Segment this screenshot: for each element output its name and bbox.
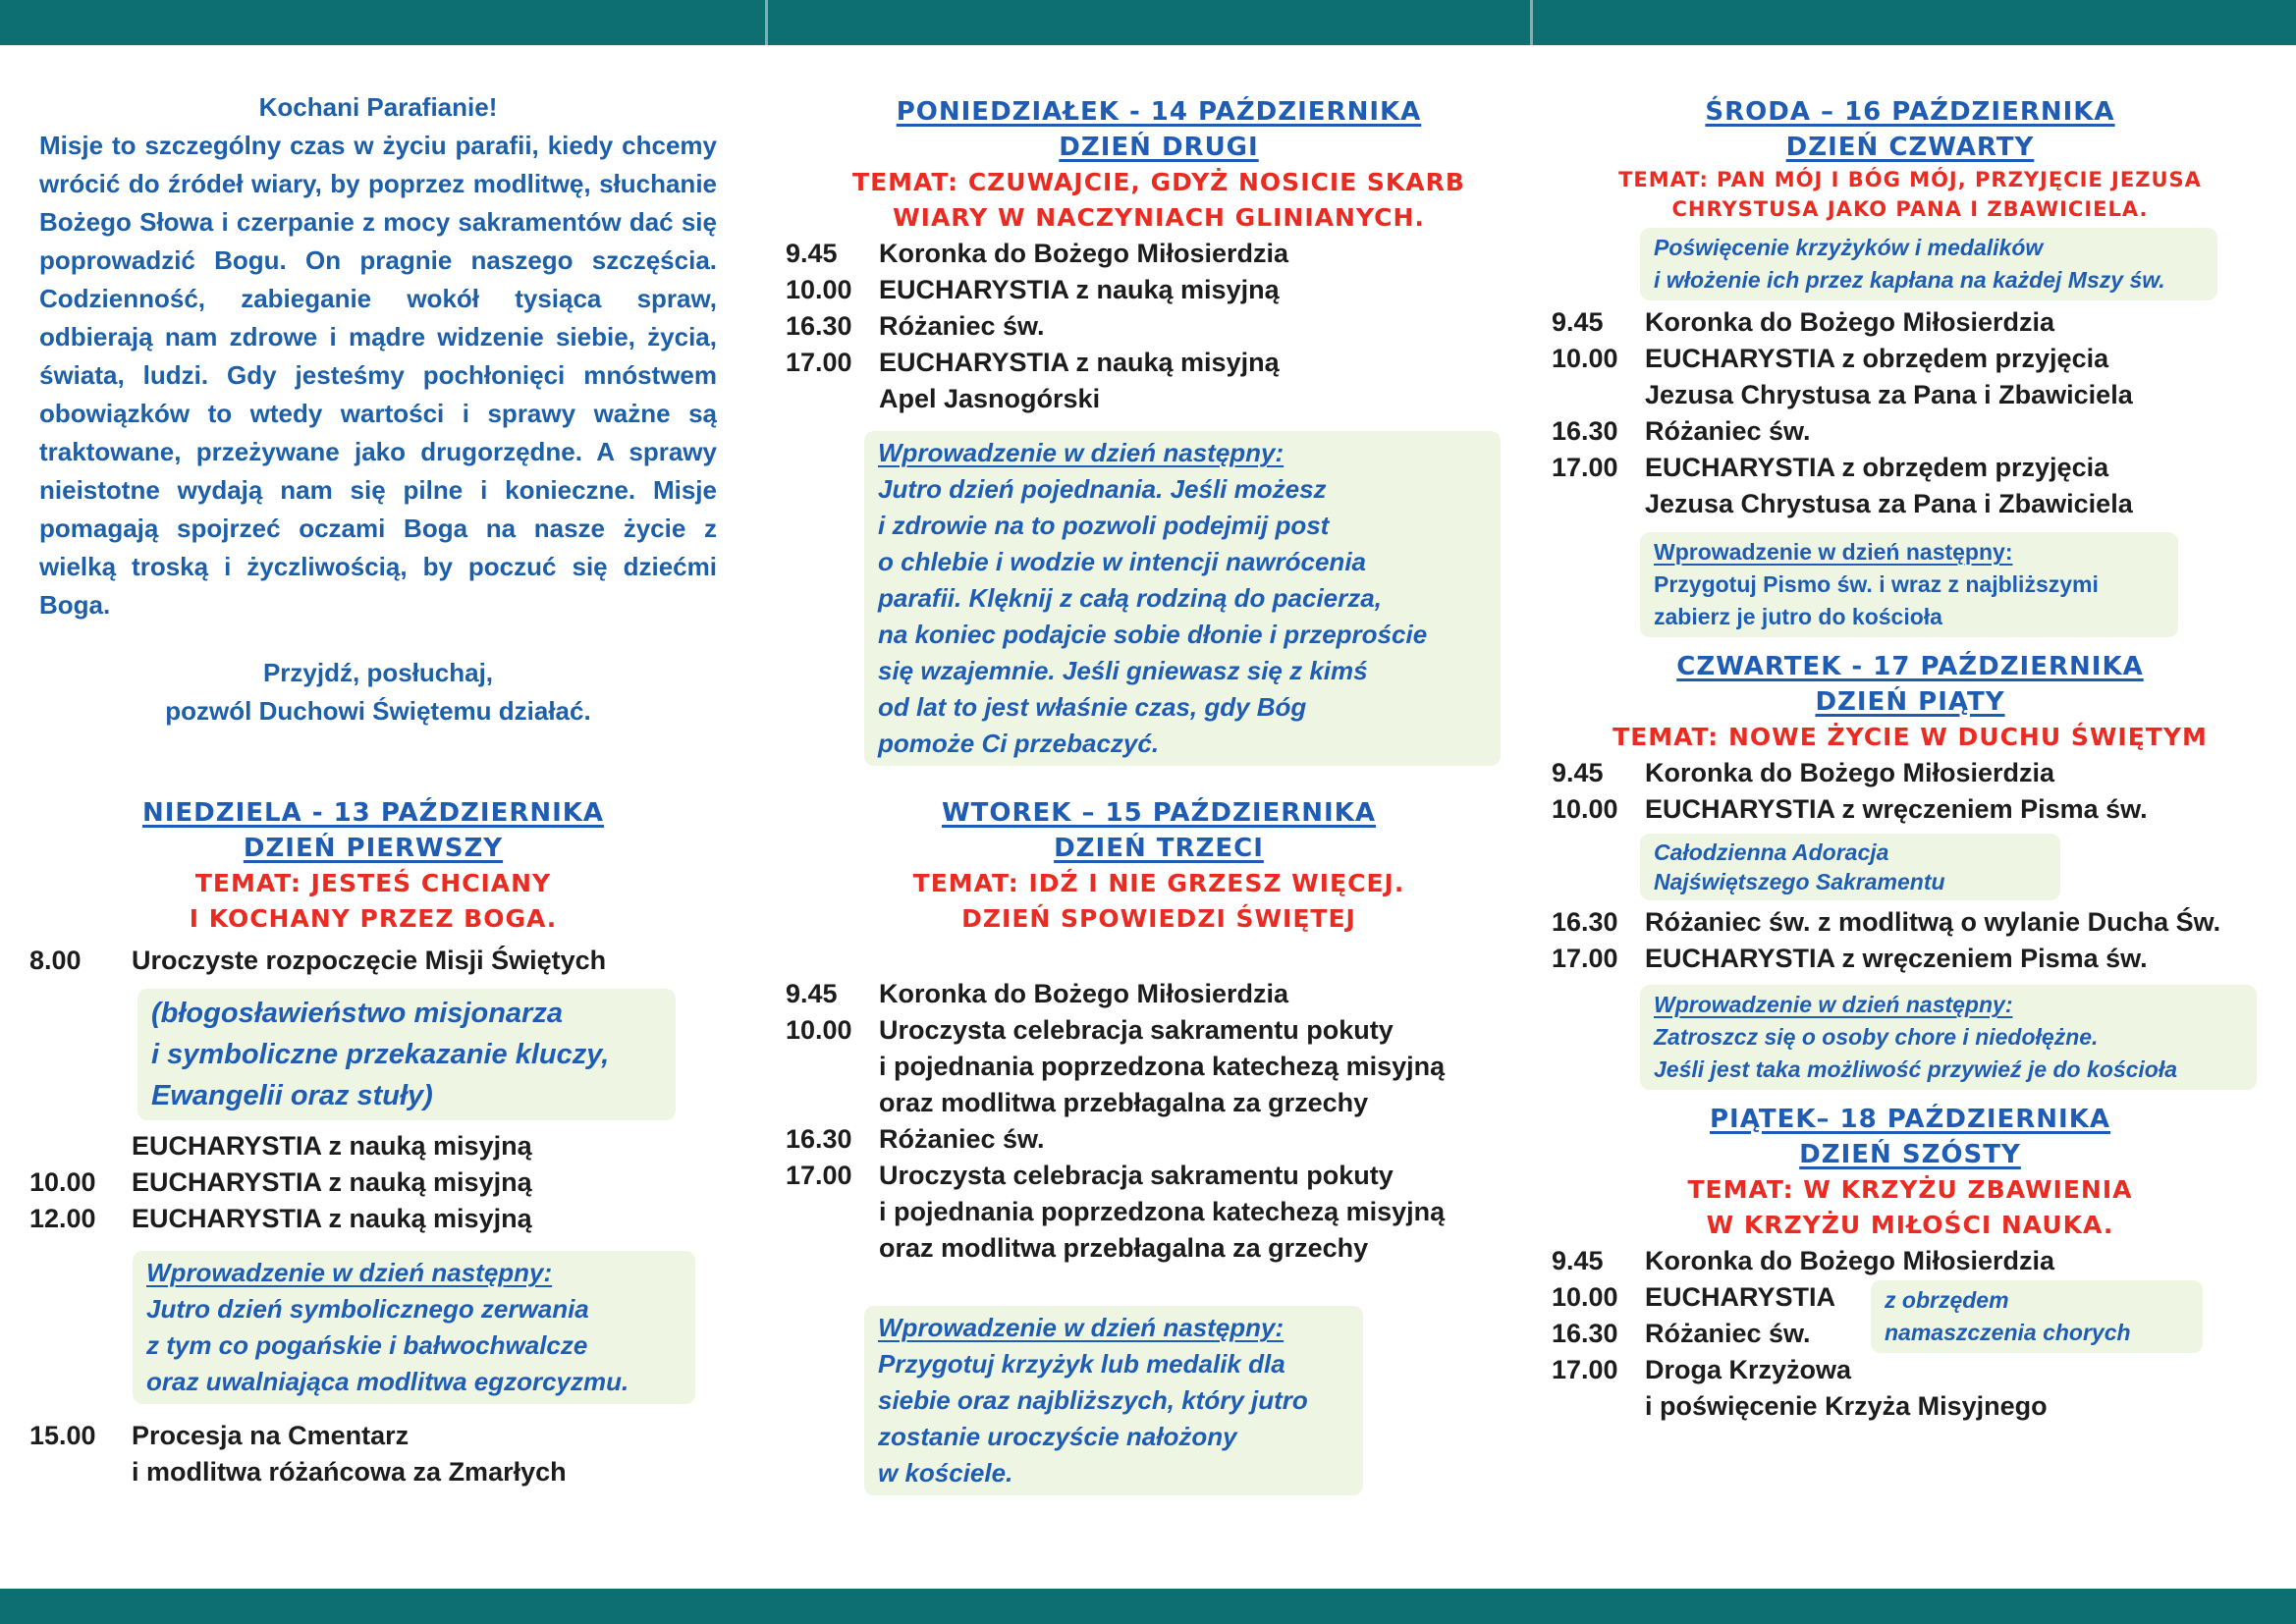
friday-topic: TEMAT: W KRZYŻU ZBAWIENIA bbox=[1687, 1175, 2133, 1204]
schedule-row bbox=[29, 1164, 717, 1201]
note-line: Ewangelii oraz stuły) bbox=[151, 1080, 433, 1111]
schedule-row bbox=[786, 381, 1532, 417]
schedule-desc: Różaniec św. bbox=[879, 311, 1045, 341]
intro-closing-line: pozwól Duchowi Świętemu działać. bbox=[165, 696, 591, 726]
thursday-topic: TEMAT: NOWE ŻYCIE W DUCHU ŚWIĘTYM bbox=[1613, 723, 2208, 751]
schedule-desc: EUCHARYSTIA z nauką misyjną bbox=[132, 1167, 532, 1197]
schedule-row bbox=[29, 1128, 717, 1164]
fold-line bbox=[1530, 0, 1533, 45]
intro-closing bbox=[39, 654, 717, 731]
schedule-time: 16.30 bbox=[786, 311, 852, 341]
schedule-desc: Różaniec św. bbox=[1645, 1319, 1811, 1348]
schedule-row bbox=[786, 345, 1532, 381]
schedule-desc: Koronka do Bożego Miłosierdzia bbox=[1645, 1246, 2055, 1275]
schedule-desc: Procesja na Cmentarz bbox=[132, 1421, 410, 1450]
note-line: Jeśli jest taka możliwość przywieź je do kościoła bbox=[1654, 1056, 2178, 1082]
schedule-row bbox=[1552, 1243, 2269, 1279]
schedule-time: 9.45 bbox=[1552, 758, 1604, 787]
thursday-section bbox=[1552, 649, 2269, 1090]
note-heading: Wprowadzenie w dzień następny: bbox=[146, 1258, 553, 1287]
schedule-desc: Droga Krzyżowa i poświęcenie Krzyża Misyjnego bbox=[1645, 1355, 2048, 1421]
schedule-desc: i modlitwa różańcowa za Zmarłych bbox=[132, 1457, 567, 1487]
wednesday-topic: CHRYSTUSA JAKO PANA I ZBAWICIELA. bbox=[1671, 197, 2149, 221]
schedule-desc: EUCHARYSTIA z nauką misyjną bbox=[879, 348, 1280, 377]
wednesday-topic: TEMAT: PAN MÓJ I BÓG MÓJ, PRZYJĘCIE JEZUSA bbox=[1618, 168, 2202, 191]
schedule-time: 17.00 bbox=[786, 1161, 852, 1190]
tuesday-date: WTOREK – 15 PAŹDZIERNIKA bbox=[941, 798, 1377, 828]
note-line: oraz uwalniająca modlitwa egzorcyzmu. bbox=[146, 1367, 629, 1396]
friday-day: DZIEŃ SZÓSTY bbox=[1799, 1140, 2021, 1169]
note-line: się wzajemnie. Jeśli gniewasz się z kimś bbox=[878, 656, 1368, 685]
schedule-desc: Różaniec św. z modlitwą o wylanie Ducha Św. bbox=[1645, 907, 2221, 937]
schedule-time: 9.45 bbox=[1552, 307, 1604, 337]
schedule-time: 10.00 bbox=[1552, 794, 1618, 824]
schedule-row bbox=[786, 308, 1532, 345]
note-line: z obrzędem bbox=[1885, 1287, 2009, 1313]
note-heading: Wprowadzenie w dzień następny: bbox=[878, 438, 1285, 467]
wednesday-date: ŚRODA – 16 PAŹDZIERNIKA bbox=[1705, 97, 2115, 127]
note-heading: Wprowadzenie w dzień następny: bbox=[1654, 992, 2013, 1017]
schedule-desc: Koronka do Bożego Miłosierdzia bbox=[879, 239, 1289, 268]
note-line: Poświęcenie krzyżyków i medalików bbox=[1654, 235, 2044, 260]
wednesday-day: DZIEŃ CZWARTY bbox=[1785, 133, 2035, 162]
next-day-note bbox=[1640, 532, 2178, 637]
schedule-desc: EUCHARYSTIA z nauką misyjną bbox=[879, 275, 1280, 304]
schedule-row bbox=[29, 1201, 717, 1237]
schedule-row bbox=[29, 1418, 717, 1454]
schedule-desc: Uroczysta celebracja sakramentu pokuty i pojednania poprzedzona katechezą misyjną oraz modlitwa przebłagalna za grzechy bbox=[879, 1161, 1446, 1263]
schedule-desc: Różaniec św. bbox=[1645, 416, 1811, 446]
note-line: zostanie uroczyście nałożony bbox=[878, 1422, 1237, 1451]
schedule-desc: Koronka do Bożego Miłosierdzia bbox=[1645, 758, 2055, 787]
schedule-row bbox=[1552, 755, 2269, 791]
next-day-note bbox=[133, 1251, 695, 1404]
sunday-day: DZIEŃ PIERWSZY bbox=[243, 834, 504, 863]
intro-closing-line: Przyjdź, posłuchaj, bbox=[262, 658, 494, 687]
wednesday-section bbox=[1552, 94, 2269, 1425]
thursday-day: DZIEŃ PIĄTY bbox=[1815, 687, 2005, 717]
note-line: z tym co pogańskie i bałwochwalcze bbox=[146, 1330, 588, 1360]
schedule-time: 10.00 bbox=[1552, 1282, 1618, 1312]
schedule-row bbox=[786, 1121, 1532, 1158]
schedule-row bbox=[29, 943, 717, 979]
schedule-desc: EUCHARYSTIA z nauką misyjną bbox=[132, 1131, 532, 1161]
friday-section bbox=[1552, 1102, 2269, 1425]
note-line: Przygotuj krzyżyk lub medalik dla bbox=[878, 1349, 1285, 1379]
note-line: parafii. Klęknij z całą rodziną do pacierza, bbox=[878, 583, 1382, 613]
friday-date: PIĄTEK– 18 PAŹDZIERNIKA bbox=[1710, 1105, 2110, 1134]
schedule-desc: Różaniec św. bbox=[879, 1124, 1045, 1154]
note-line: Przygotuj Pismo św. i wraz z najbliższymi bbox=[1654, 571, 2099, 597]
schedule-row bbox=[1552, 450, 2269, 522]
schedule-desc: EUCHARYSTIA z wręczeniem Pisma św. bbox=[1645, 794, 2148, 824]
note-line: Jutro dzień symbolicznego zerwania bbox=[146, 1294, 589, 1324]
schedule-time: 17.00 bbox=[1552, 1355, 1618, 1384]
monday-day: DZIEŃ DRUGI bbox=[1059, 133, 1259, 162]
schedule-time: 16.30 bbox=[1552, 907, 1618, 937]
note-line: Jutro dzień pojednania. Jeśli możesz bbox=[878, 474, 1327, 504]
monday-section bbox=[786, 94, 1532, 766]
note-line: Całodzienna Adoracja bbox=[1654, 839, 1889, 865]
note-line: i zdrowie na to pozwoli podejmij post bbox=[878, 511, 1330, 540]
sunday-blessing-note bbox=[137, 989, 676, 1120]
next-day-note bbox=[864, 431, 1501, 766]
schedule-time: 15.00 bbox=[29, 1421, 96, 1450]
schedule-row bbox=[29, 1454, 717, 1490]
wednesday-blessing-note bbox=[1640, 228, 2217, 300]
schedule-row bbox=[786, 272, 1532, 308]
note-line: namaszczenia chorych bbox=[1885, 1320, 2131, 1345]
note-line: i włożenie ich przez kapłana na każdej Mszy św. bbox=[1654, 267, 2165, 293]
schedule-time: 10.00 bbox=[786, 1015, 852, 1045]
schedule-time: 9.45 bbox=[786, 979, 838, 1008]
note-line: zabierz je jutro do kościoła bbox=[1654, 604, 1942, 629]
schedule-desc: EUCHARYSTIA z obrzędem przyjęcia Jezusa Chrystusa za Pana i Zbawiciela bbox=[1645, 453, 2133, 518]
tuesday-topic: DZIEŃ SPOWIEDZI ŚWIĘTEJ bbox=[961, 904, 1356, 933]
intro-paragraph: Misje to szczególny czas w życiu parafii, kiedy chcemy wrócić do źródeł wiary, by poprzez modlitwę, słuchanie Bożego Słowa i czerpanie z mocy sakramentów dać się poprowadzić Bogu. On pragnie naszego szczęścia. Codzienność, zabieganie wokół tysiąca spraw, odbierają nam zdrowe i mądre widzenie siebie, życia, świata, ludzi. Gdy jesteśmy pochłonięci mnóstwem obowiązków to wtedy wartości i sprawy ważne są traktowane, przeżywane jako drugorzędne. A sprawy nieistotne wydają nam się pilne i konieczne. Misje pomagają spojrzeć oczami Boga na nasze życie z wielką troską i życzliwością, by poczuć się dziećmi Boga. bbox=[39, 131, 717, 620]
monday-topic: TEMAT: CZUWAJCIE, GDYŻ NOSICIE SKARB bbox=[852, 168, 1465, 196]
schedule-row bbox=[786, 1158, 1532, 1267]
thursday-date: CZWARTEK - 17 PAŹDZIERNIKA bbox=[1676, 652, 2144, 681]
schedule-time: 16.30 bbox=[786, 1124, 852, 1154]
schedule-row bbox=[1552, 941, 2269, 977]
note-line: Zatroszcz się o osoby chore i niedołężne. bbox=[1654, 1024, 2099, 1050]
schedule-time: 9.45 bbox=[1552, 1246, 1604, 1275]
sunday-section bbox=[29, 795, 717, 1490]
next-day-note bbox=[1640, 985, 2257, 1090]
note-heading: Wprowadzenie w dzień następny: bbox=[878, 1313, 1285, 1342]
schedule-time: 16.30 bbox=[1552, 416, 1618, 446]
schedule-desc: Uroczysta celebracja sakramentu pokuty i pojednania poprzedzona katechezą misyjną oraz modlitwa przebłagalna za grzechy bbox=[879, 1015, 1446, 1117]
schedule-time: 17.00 bbox=[786, 348, 852, 377]
schedule-time: 10.00 bbox=[29, 1167, 96, 1197]
sunday-topic: I KOCHANY PRZEZ BOGA. bbox=[189, 904, 558, 933]
note-line: pomoże Ci przebaczyć. bbox=[878, 729, 1160, 758]
schedule-row bbox=[1552, 304, 2269, 341]
adoration-note bbox=[1640, 834, 2060, 900]
schedule-row bbox=[786, 236, 1532, 272]
schedule-desc: Apel Jasnogórski bbox=[879, 384, 1101, 413]
schedule-row bbox=[1552, 341, 2269, 413]
schedule-time: 8.00 bbox=[29, 946, 82, 975]
schedule-time: 16.30 bbox=[1552, 1319, 1618, 1348]
note-line: Najświętszego Sakramentu bbox=[1654, 869, 1945, 894]
schedule-desc: Koronka do Bożego Miłosierdzia bbox=[1645, 307, 2055, 337]
schedule-time: 10.00 bbox=[1552, 344, 1618, 373]
tuesday-section bbox=[786, 795, 1532, 1495]
note-line: na koniec podajcie sobie dłonie i przeproście bbox=[878, 620, 1428, 649]
schedule-row bbox=[786, 976, 1532, 1012]
note-line: od lat to jest właśnie czas, gdy Bóg bbox=[878, 692, 1307, 722]
note-line: w kościele. bbox=[878, 1458, 1013, 1488]
top-band bbox=[0, 0, 2296, 45]
schedule-desc: EUCHARYSTIA bbox=[1645, 1282, 1836, 1312]
schedule-desc: EUCHARYSTIA z wręczeniem Pisma św. bbox=[1645, 944, 2148, 973]
tuesday-day: DZIEŃ TRZECI bbox=[1054, 834, 1264, 863]
note-line: i symboliczne przekazanie kluczy, bbox=[151, 1039, 610, 1070]
schedule-row bbox=[1552, 904, 2269, 941]
schedule-time: 17.00 bbox=[1552, 944, 1618, 973]
schedule-row bbox=[1552, 1352, 2269, 1425]
monday-topic: WIARY W NACZYNIACH GLINIANYCH. bbox=[893, 203, 1425, 232]
note-line: (błogosławieństwo misjonarza bbox=[151, 998, 563, 1029]
anointing-note bbox=[1871, 1280, 2203, 1353]
bottom-band bbox=[0, 1589, 2296, 1624]
sunday-date: NIEDZIELA - 13 PAŹDZIERNIKA bbox=[141, 798, 605, 828]
sunday-topic: TEMAT: JESTEŚ CHCIANY bbox=[194, 869, 552, 897]
next-day-note bbox=[864, 1306, 1363, 1495]
schedule-desc: EUCHARYSTIA z obrzędem przyjęcia Jezusa Chrystusa za Pana i Zbawiciela bbox=[1645, 344, 2133, 409]
schedule-time: 12.00 bbox=[29, 1204, 96, 1233]
friday-topic: W KRZYŻU MIŁOŚCI NAUKA. bbox=[1706, 1211, 2114, 1239]
note-line: siebie oraz najbliższych, który jutro bbox=[878, 1385, 1308, 1415]
schedule-row bbox=[1552, 413, 2269, 450]
schedule-row bbox=[786, 1012, 1532, 1121]
schedule-row bbox=[1552, 791, 2269, 828]
schedule-time: 9.45 bbox=[786, 239, 838, 268]
note-heading: Wprowadzenie w dzień następny: bbox=[1654, 539, 2013, 565]
intro-letter bbox=[39, 88, 717, 731]
fold-line bbox=[765, 0, 768, 45]
monday-date: PONIEDZIAŁEK - 14 PAŹDZIERNIKA bbox=[896, 97, 1422, 127]
schedule-desc: Koronka do Bożego Miłosierdzia bbox=[879, 979, 1289, 1008]
schedule-time: 10.00 bbox=[786, 275, 852, 304]
schedule-desc: EUCHARYSTIA z nauką misyjną bbox=[132, 1204, 532, 1233]
schedule-desc: Uroczyste rozpoczęcie Misji Świętych bbox=[132, 946, 607, 975]
schedule-time: 17.00 bbox=[1552, 453, 1618, 482]
tuesday-topic: TEMAT: IDŹ I NIE GRZESZ WIĘCEJ. bbox=[912, 869, 1405, 897]
note-line: o chlebie i wodzie w intencji nawrócenia bbox=[878, 547, 1366, 576]
intro-greeting: Kochani Parafianie! bbox=[258, 92, 498, 122]
